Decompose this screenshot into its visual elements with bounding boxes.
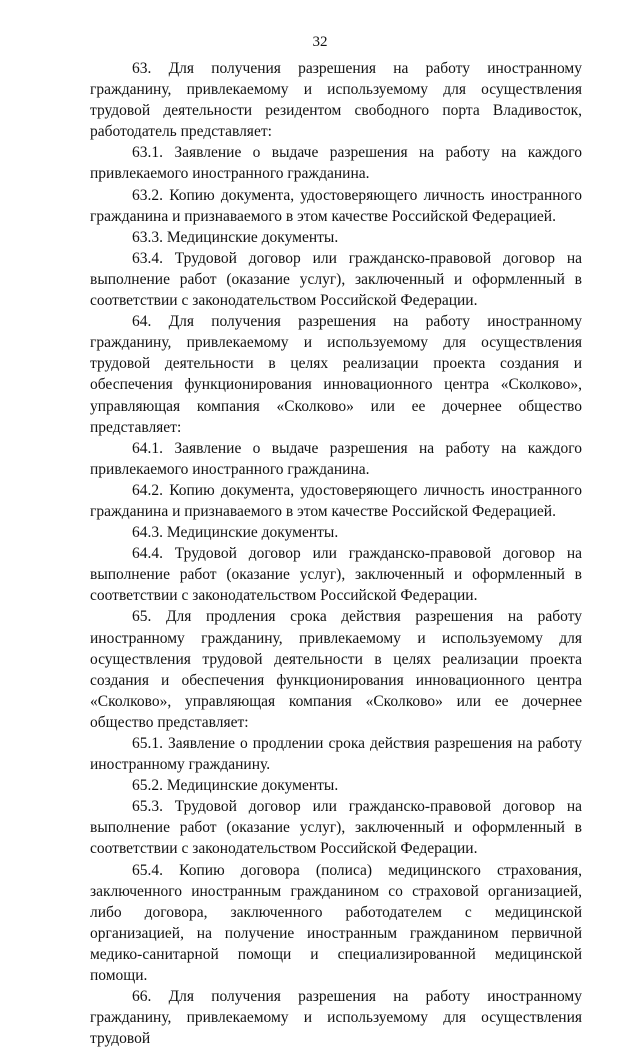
paragraph-65-4: 65.4. Копию договора (полиса) медицинского страхования, заключенного иностранным гражданином со страховой организацией, либо договора, заключенного работодателем с медицинской организацией, на получение иностранным гражданином первичной медико-санитарной помощи и специализированной медицинской помощи.: [90, 861, 582, 985]
paragraph-64-3: 64.3. Медицинские документы.: [132, 524, 339, 542]
document-body: [90, 58, 582, 1049]
paragraph-63-2: 63.2. Копию документа, удостоверяющего личность иностранного гражданина и признаваемого в этом качестве Российской Федерацией.: [90, 186, 582, 225]
paragraph-66: 66. Для получения разрешения на работу иностранному гражданину, привлекаемому и используемому для осуществления трудовой: [90, 988, 582, 1048]
paragraph-64-2: 64.2. Копию документа, удостоверяющего личность иностранного гражданина и признаваемого в этом качестве Российской Федерацией.: [90, 481, 582, 520]
page-number: 32: [312, 34, 328, 50]
paragraph-65-3: 65.3. Трудовой договор или гражданско-правовой договор на выполнение работ (оказание услуг), заключенный и оформленный в соответствии с законодательством Российской Федерации.: [90, 798, 582, 858]
paragraph-63-4: 63.4. Трудовой договор или гражданско-правовой договор на выполнение работ (оказание услуг), заключенный и оформленный в соответствии с законодательством Российской Федерации.: [90, 249, 582, 310]
paragraph-65: 65. Для продления срока действия разрешения на работу иностранному гражданину, привлекаемому и используемому для осуществления трудовой деятельности в целях реализации проекта создания и обеспечения функционирования инновационного центра «Сколково», управляющая компания «Сколково» или ее дочернее общество представляет:: [90, 608, 582, 731]
paragraph-64: 64. Для получения разрешения на работу иностранному гражданину, привлекаемому и используемому для осуществления трудовой деятельности в целях реализации проекта создания и обеспечения функционирования инновационного центра «Сколково», управляющая компания «Сколково» или ее дочернее общество представляет:: [90, 313, 582, 436]
paragraph-65-2: 65.2. Медицинские документы.: [132, 777, 339, 795]
paragraph-63-3: 63.3. Медицинские документы.: [132, 228, 339, 246]
paragraph-63: 63. Для получения разрешения на работу иностранному гражданину, привлекаемому и используемому для осуществления трудовой деятельности резидентом свободного порта Владивосток, работодатель представляет:: [90, 60, 582, 141]
paragraph-65-1: 65.1. Заявление о продлении срока действия разрешения на работу иностранному гражданину.: [90, 735, 582, 774]
paragraph-63-1: 63.1. Заявление о выдаче разрешения на работу на каждого привлекаемого иностранного гражданина.: [90, 144, 582, 183]
paragraph-64-1: 64.1. Заявление о выдаче разрешения на работу на каждого привлекаемого иностранного гражданина.: [90, 439, 582, 478]
paragraph-64-4: 64.4. Трудовой договор или гражданско-правовой договор на выполнение работ (оказание услуг), заключенный и оформленный в соответствии с законодательством Российской Федерации.: [90, 545, 582, 605]
